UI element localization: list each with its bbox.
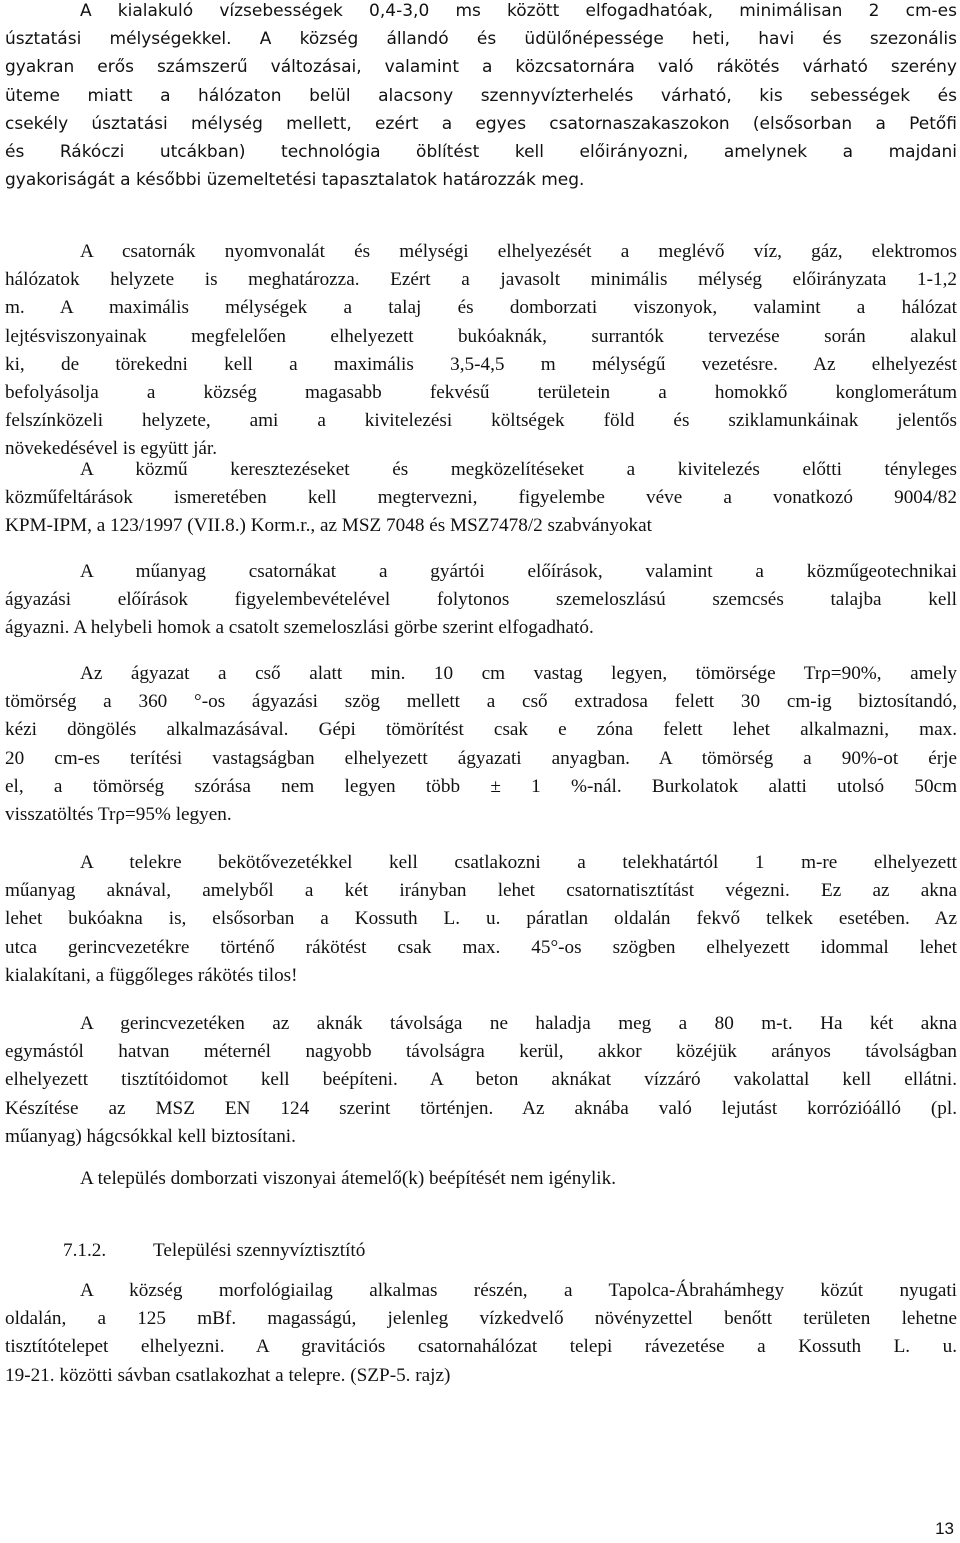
- text-line: gyakoriságát a későbbi üzemeltetési tapasztalatok határozzák meg.: [5, 170, 585, 191]
- text-line: felszínközeli helyzete, ami a kivitelezési költségek föld és sziklamunkáinak jelentős: [5, 410, 957, 432]
- text-line: tömörség a 360 °-os ágyazási szög mellett a cső extradosa felett 30 cm-ig biztosítandó,: [5, 691, 957, 713]
- text-line: egymástól hatvan méternél nagyobb távolságra kerül, akkor közéjük arányos távolságban: [5, 1041, 957, 1063]
- text-line: Az ágyazat a cső alatt min. 10 cm vastag legyen, tömörsége Trρ=90%, amely: [80, 663, 957, 684]
- paragraph-manholes: [5, 1010, 957, 1151]
- text-line: oldalán, a 125 mBf. magasságú, jelenleg vízkedvelő növényzettel benőtt területen lehetne: [5, 1308, 957, 1330]
- text-line: ki, de törekedni kell a maximális 3,5-4,5 m mélységű vezetésre. Az elhelyezést: [5, 353, 957, 375]
- text-line: hálózatok helyzete is meghatározza. Ezért a javasolt minimális mélység előirányzata 1-1,2: [5, 269, 957, 291]
- text-line: növekedésével is együtt jár.: [5, 438, 218, 460]
- text-line: 20 cm-es terítési vastagságban elhelyezett ágyazati anyagban. A tömörség a 90%-ot érje: [5, 747, 957, 769]
- text-line: úsztatási mélységekkel. A község állandó és üdülőnépessége heti, havi és szezonális: [5, 29, 957, 50]
- text-line: visszatöltés Trρ=95% legyen.: [5, 803, 232, 825]
- text-line: gyakran erős számszerű változásai, valamint a közcsatornára való rákötés várható szerény: [5, 57, 957, 78]
- paragraph-pipe-depth: [5, 238, 957, 464]
- text-line: üteme miatt a hálózaton belül alacsony szennyvízterhelés várható, kis sebességek és: [5, 85, 957, 106]
- text-line: tisztítótelepet elhelyezni. A gravitációs csatornahálózat telepi rávezetése a Kossuth L. u.: [5, 1336, 957, 1358]
- page-number: 13: [935, 1519, 954, 1538]
- text-line: A település domborzati viszonyai átemelő(k) beépítését nem igénylik.: [80, 1168, 617, 1189]
- paragraph-house-connections: [5, 849, 957, 990]
- text-line: A csatornák nyomvonalát és mélységi elhelyezését a meglévő víz, gáz, elektromos: [80, 241, 957, 262]
- paragraph-pumping: [5, 1165, 957, 1193]
- paragraph-treatment-plant: [5, 1277, 957, 1390]
- text-line: Készítése az MSZ EN 124 szerint történjen. Az aknába való lejutást korrózióálló (pl.: [5, 1097, 957, 1119]
- paragraph-plastic-pipes: [5, 558, 957, 643]
- text-line: m. A maximális mélységek a talaj és domborzati viszonyok, valamint a hálózat: [5, 297, 957, 319]
- text-line: közműfeltárások ismeretében kell megtervezni, figyelembe véve a vonatkozó 9004/82: [5, 487, 957, 509]
- text-line: és Rákóczi utcákban) technológia öblítést kell előirányozni, amelynek a majdani: [5, 141, 957, 162]
- text-line: kézi döngölés alkalmazásával. Gépi tömörítést csak e zóna felett lehet alkalmazni, max.: [5, 719, 957, 741]
- section-title: Települési szennyvíztisztító: [153, 1240, 366, 1261]
- text-line: műanyag) hágcsókkal kell biztosítani.: [5, 1125, 296, 1147]
- paragraph-utility-crossings: [5, 456, 957, 541]
- text-line: KPM-IPM, a 123/1997 (VII.8.) Korm.r., az MSZ 7048 és MSZ7478/2 szabványokat: [5, 515, 652, 537]
- text-line: A műanyag csatornákat a gyártói előírások, valamint a közműgeotechnikai: [80, 561, 957, 582]
- text-line: csekély úsztatási mélység mellett, ezért a egyes csatornaszakaszokon (elsősorban a Petőfi: [5, 113, 957, 134]
- text-line: lehet bukóakna is, elsősorban a Kossuth L. u. páratlan oldalán fekvő telkek esetében. Az: [5, 908, 957, 930]
- text-line: műanyag aknával, amelyből a két irányban lehet csatornatisztítást végezni. Ez az akna: [5, 880, 957, 902]
- paragraph-bedding: [5, 660, 957, 829]
- section-heading: [63, 1237, 365, 1265]
- text-line: elhelyezett tisztítóidomot kell beépíteni. A beton aknákat vízzáró vakolattal kell ellátni.: [5, 1069, 957, 1091]
- text-line: 19-21. közötti sávban csatlakozhat a telepre. (SZP-5. rajz): [5, 1364, 451, 1386]
- text-line: ágyazási előírások figyelembevételével folytonos szemeloszlású szemcsés talajba kell: [5, 589, 957, 611]
- text-line: A község morfológiailag alkalmas részén, a Tapolca-Ábrahámhegy közút nyugati: [80, 1280, 957, 1301]
- text-line: utca gerincvezetékre történő rákötést csak max. 45°-os szögben elhelyezett idommal lehet: [5, 936, 957, 958]
- paragraph-flow-velocity: [5, 0, 957, 194]
- text-line: A gerincvezetéken az aknák távolsága ne haladja meg a 80 m-t. Ha két akna: [80, 1013, 957, 1034]
- text-line: befolyásolja a község magasabb fekvésű területein a homokkő konglomerátum: [5, 381, 957, 403]
- text-line: ágyazni. A helybeli homok a csatolt szemeloszlási görbe szerint elfogadható.: [5, 617, 594, 639]
- text-line: A kialakuló vízsebességek 0,4-3,0 ms között elfogadhatóak, minimálisan 2 cm-es: [80, 1, 957, 21]
- section-number: 7.1.2.: [63, 1240, 107, 1261]
- text-line: lejtésviszonyainak megfelelően elhelyezett bukóaknák, surrantók tervezése során alakul: [5, 325, 957, 347]
- text-line: A telekre bekötővezetékkel kell csatlakozni a telekhatártól 1 m-re elhelyezett: [80, 852, 957, 873]
- text-line: kialakítani, a függőleges rákötés tilos!: [5, 964, 298, 986]
- text-line: el, a tömörség szórása nem legyen több ± 1 %-nál. Burkolatok alatti utolsó 50cm: [5, 775, 957, 797]
- text-line: A közmű keresztezéseket és megközelítéseket a kivitelezés előtti tényleges: [80, 459, 957, 480]
